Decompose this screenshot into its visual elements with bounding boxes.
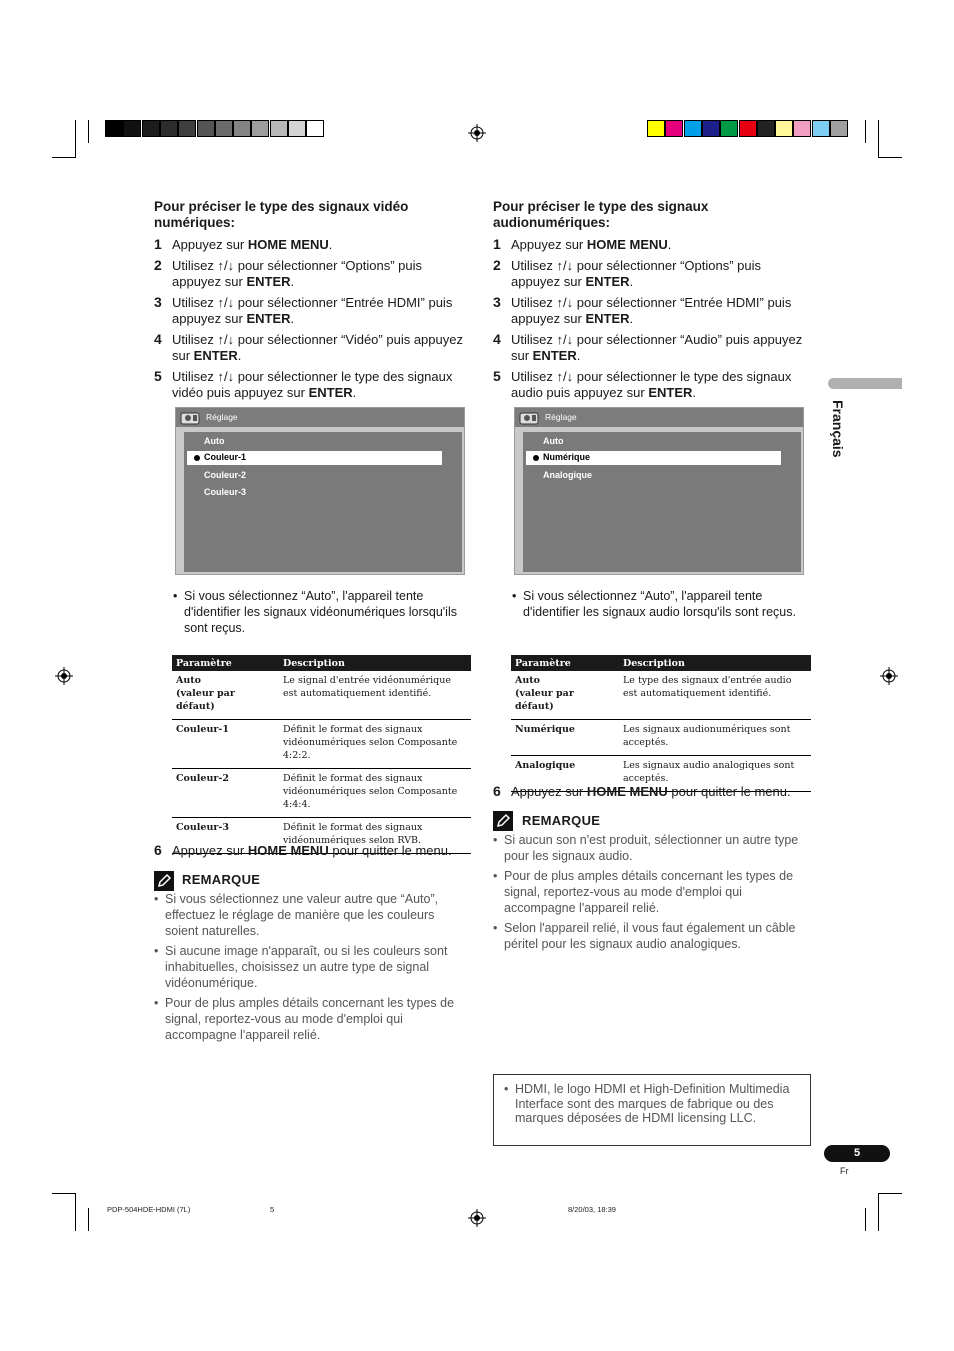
step-item [154, 295, 472, 327]
color-swatch [197, 120, 215, 137]
step-item [493, 784, 811, 800]
color-swatch [757, 120, 775, 137]
menu-title: Réglage [206, 412, 238, 422]
footer-date: 8/20/03, 18:39 [568, 1205, 616, 1214]
table-row [172, 769, 471, 818]
crop-mark [865, 120, 866, 143]
step-item [493, 369, 811, 401]
param-cell [172, 769, 279, 818]
step-text: Utilisez ↑/↓ pour sélectionner le type des signaux audio puis appuyez sur [511, 369, 792, 400]
section-heading: Pour préciser le type des signaux vidéo numériques: [154, 199, 409, 230]
note-list [493, 832, 803, 956]
key-label: HOME MENU [247, 843, 329, 858]
step-item [493, 237, 811, 253]
step-item [154, 237, 472, 253]
auto-note [512, 588, 812, 620]
crop-mark [75, 1193, 76, 1231]
description-cell: Le type des signaux d'entrée audio est automatiquement identifié. [619, 671, 811, 720]
menu-item-auto[interactable]: Auto [204, 436, 225, 446]
step-text: . [352, 385, 357, 400]
key-label: ENTER [246, 274, 291, 289]
step-text: Utilisez ↑/↓ pour sélectionner “Audio” puis appuyez sur [511, 332, 803, 363]
table-row [511, 671, 811, 720]
color-swatch [775, 120, 793, 137]
column-header: Paramètre [172, 655, 279, 671]
param-name: Couleur-1 [176, 724, 229, 735]
crop-mark [878, 1193, 879, 1231]
step-item [493, 332, 811, 364]
note-list [154, 891, 464, 1047]
footer-page: 5 [270, 1205, 275, 1214]
param-name: Couleur-3 [176, 822, 229, 833]
steps-list [154, 237, 472, 401]
settings-menu-screen [175, 407, 465, 575]
menu-item-analogique[interactable]: Analogique [543, 470, 592, 480]
language-label: Français [830, 400, 846, 458]
step-number: 1 [493, 236, 501, 252]
key-label: HOME MENU [586, 784, 668, 799]
step-item [154, 258, 472, 290]
crop-mark [878, 1193, 902, 1194]
trademark-text: • HDMI, le logo HDMI et High-Definition Multimedia Interface sont des marques de fabrique ou des marques déposées de HDMI licensing LLC. [504, 1082, 800, 1126]
param-cell [172, 720, 279, 769]
color-swatch [665, 120, 683, 137]
settings-icon [180, 410, 202, 426]
color-swatch [105, 120, 123, 137]
step-text: . [237, 348, 242, 363]
steps-list [493, 237, 811, 401]
step-text: . [629, 311, 634, 326]
column-header: Paramètre [511, 655, 619, 671]
color-swatch [720, 120, 738, 137]
step-text: . [328, 237, 333, 252]
color-swatch [233, 120, 251, 137]
param-default: (valeur par défaut) [515, 688, 574, 712]
selected-dot-icon [533, 455, 539, 461]
param-name: Couleur-2 [176, 773, 229, 784]
param-cell [511, 671, 619, 720]
key-label: ENTER [585, 311, 630, 326]
section-heading: Pour préciser le type des signaux audionumériques: [493, 199, 709, 230]
step-text: . [629, 274, 634, 289]
step-number: 6 [154, 842, 162, 858]
step-number: 3 [493, 294, 501, 310]
step-number: 2 [154, 257, 162, 273]
step-number: 3 [154, 294, 162, 310]
settings-icon [519, 410, 541, 426]
crop-mark [88, 1208, 89, 1231]
menu-panel [184, 432, 462, 572]
step-number: 1 [154, 236, 162, 252]
step-number: 2 [493, 257, 501, 273]
note-title: REMARQUE [182, 872, 261, 887]
note-item: • Pour de plus amples détails concernant les types de signal, reportez-vous au mode d'emploi qui accompagne l'appareil relié. [154, 995, 464, 1043]
menu-item-selected[interactable] [187, 451, 442, 465]
registration-mark-icon [880, 667, 898, 685]
color-swatch [647, 120, 665, 137]
parameter-table [511, 655, 811, 792]
description-cell: Définit le format des signaux vidéonumériques selon Composante 4:2:2. [279, 720, 471, 769]
menu-panel [523, 432, 801, 572]
auto-note [173, 588, 463, 636]
key-label: ENTER [585, 274, 630, 289]
step-text: Utilisez ↑/↓ pour sélectionner le type des signaux vidéo puis appuyez sur [172, 369, 453, 400]
param-name: Auto [176, 675, 202, 686]
description-cell: Les signaux audionumériques sont acceptés. [619, 720, 811, 756]
step-item [154, 332, 472, 364]
key-label: ENTER [193, 348, 238, 363]
column-header: Description [619, 655, 811, 671]
page-language: Fr [840, 1166, 849, 1176]
selected-dot-icon [194, 455, 200, 461]
note-pencil-icon [154, 871, 174, 891]
menu-title-bar [176, 408, 464, 427]
crop-mark [75, 120, 76, 158]
color-swatch [123, 120, 141, 137]
step-item [493, 295, 811, 327]
color-swatch [812, 120, 830, 137]
video-section [154, 199, 472, 406]
menu-title-bar [515, 408, 803, 427]
key-label: ENTER [532, 348, 577, 363]
registration-mark-icon [468, 1209, 486, 1227]
bullet-text: • Si vous sélectionnez “Auto”, l'appareil tente d'identifier les signaux audio lorsqu'ils sont reçus. [512, 588, 812, 620]
audio-section [493, 199, 811, 406]
step-text: pour quitter le menu. [667, 784, 791, 799]
description-cell: Les signaux audio analogiques sont acceptés. [619, 756, 811, 792]
note-item: • Pour de plus amples détails concernant les types de signal, reportez-vous au mode d'emploi qui accompagne l'appareil relié. [493, 868, 803, 916]
step-text: Appuyez sur [511, 784, 587, 799]
color-swatch [178, 120, 196, 137]
table-row [511, 720, 811, 756]
step-text: . [692, 385, 696, 400]
crop-mark [878, 120, 879, 158]
registration-mark-icon [468, 124, 486, 142]
crop-mark [88, 120, 89, 143]
step-text: Utilisez ↑/↓ pour sélectionner “Entrée HDMI” puis appuyez sur [511, 295, 792, 326]
param-cell [511, 720, 619, 756]
step-text: . [667, 237, 672, 252]
param-name: Numérique [515, 724, 575, 735]
menu-item-label: Couleur-1 [204, 452, 247, 462]
description-cell: Le signal d'entrée vidéonumérique est automatiquement identifié. [279, 671, 471, 720]
color-swatch [739, 120, 757, 137]
crop-mark [865, 1208, 866, 1231]
note-item: • Si aucune image n'apparaît, ou si les couleurs sont inhabituelles, choisissez un autre type de signal vidéonumérique. [154, 943, 464, 991]
color-swatch [793, 120, 811, 137]
note-pencil-icon [493, 811, 513, 831]
color-swatch [306, 120, 324, 137]
page-number: 5 [824, 1145, 890, 1162]
table-row [172, 671, 471, 720]
note-item: • Selon l'appareil relié, il vous faut également un câble péritel pour les signaux audio analogiques. [493, 920, 803, 952]
color-swatch [288, 120, 306, 137]
step-text: . [290, 311, 295, 326]
key-label: ENTER [308, 385, 353, 400]
column-header: Description [279, 655, 471, 671]
param-cell [172, 671, 279, 720]
step-text: Appuyez sur [511, 237, 587, 252]
color-swatch [702, 120, 720, 137]
step-text: . [290, 274, 295, 289]
registration-mark-icon [55, 667, 73, 685]
step-item [154, 369, 472, 401]
step-number: 5 [154, 368, 162, 384]
description-cell: Définit le format des signaux vidéonumériques selon RVB. [279, 818, 471, 854]
color-swatch [251, 120, 269, 137]
step-number: 4 [493, 331, 501, 347]
param-name: Auto [515, 675, 541, 686]
step-item [493, 258, 811, 290]
bullet-text: • Si vous sélectionnez “Auto”, l'appareil tente d'identifier les signaux vidéonumériques lorsqu'ils sont reçus. [173, 588, 463, 636]
step-item [154, 843, 472, 859]
settings-menu-screen [514, 407, 804, 575]
menu-title: Réglage [545, 412, 577, 422]
note-item: • Si aucun son n'est produit, sélectionner un autre type pour les signaux audio. [493, 832, 803, 864]
menu-item-couleur-2[interactable]: Couleur-2 [204, 470, 247, 480]
menu-item-couleur-3[interactable]: Couleur-3 [204, 487, 247, 497]
step-number: 6 [493, 783, 501, 799]
step-text: Utilisez ↑/↓ pour sélectionner “Options” puis appuyez sur [511, 258, 761, 289]
description-cell: Définit le format des signaux vidéonumériques selon Composante 4:4:4. [279, 769, 471, 818]
step-6 [493, 784, 811, 805]
menu-item-label: Numérique [543, 452, 591, 462]
key-label: ENTER [648, 385, 693, 400]
color-swatch [270, 120, 288, 137]
note-title: REMARQUE [522, 813, 601, 828]
language-tab [828, 378, 902, 389]
step-number: 4 [154, 331, 162, 347]
step-text: pour quitter le menu. [328, 843, 452, 858]
key-label: HOME MENU [586, 237, 668, 252]
color-swatch [160, 120, 178, 137]
note-item: • Si vous sélectionnez une valeur autre que “Auto”, effectuez le réglage de manière que les couleurs soient naturelles. [154, 891, 464, 939]
step-number: 5 [493, 368, 501, 384]
parameter-table [172, 655, 471, 854]
crop-mark [878, 157, 902, 158]
param-default: (valeur par défaut) [176, 688, 235, 712]
step-text: . [576, 348, 581, 363]
color-swatch [684, 120, 702, 137]
step-text: Appuyez sur [172, 843, 248, 858]
crop-mark [52, 1193, 76, 1194]
table-row [172, 720, 471, 769]
menu-item-selected[interactable] [526, 451, 781, 465]
step-text: Utilisez ↑/↓ pour sélectionner “Entrée HDMI” puis appuyez sur [172, 295, 453, 326]
key-label: ENTER [246, 311, 291, 326]
trademark-box [493, 1074, 811, 1146]
footer-model: PDP-504HDE-HDMI (7L) [107, 1205, 191, 1214]
param-name: Analogique [515, 760, 576, 771]
color-swatch [142, 120, 160, 137]
step-text: Utilisez ↑/↓ pour sélectionner “Options” puis appuyez sur [172, 258, 422, 289]
color-swatch [830, 120, 848, 137]
crop-mark [52, 157, 76, 158]
step-6 [154, 843, 472, 864]
color-swatch [215, 120, 233, 137]
step-text: Appuyez sur [172, 237, 248, 252]
key-label: HOME MENU [247, 237, 329, 252]
menu-item-auto[interactable]: Auto [543, 436, 564, 446]
step-text: Utilisez ↑/↓ pour sélectionner “Vidéo” puis appuyez sur [172, 332, 463, 363]
